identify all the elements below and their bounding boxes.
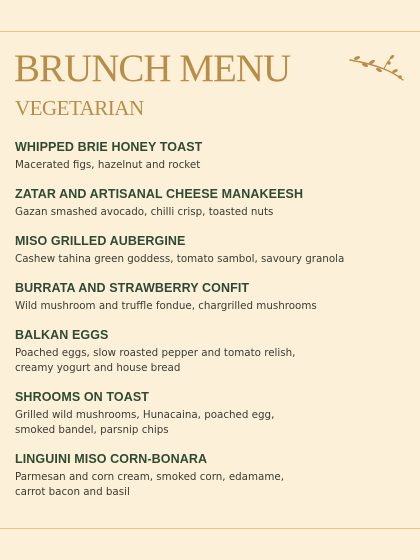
menu-item-description: Macerated figs, hazelnut and rocket xyxy=(15,159,201,171)
menu-item xyxy=(15,280,410,314)
menu-item-name: BALKAN EGGS xyxy=(15,328,109,342)
menu-item-description: Parmesan and corn cream, smoked corn, edamame, carrot bacon and basil xyxy=(15,471,284,498)
bottom-divider xyxy=(0,528,420,529)
menu-item-name: SHROOMS ON TOAST xyxy=(15,390,150,404)
menu-item xyxy=(15,451,410,500)
menu-item-name: BURRATA AND STRAWBERRY CONFIT xyxy=(15,281,250,295)
leafy-sprig-icon xyxy=(348,52,406,82)
menu-item xyxy=(15,233,410,267)
menu-item-description: Grilled wild mushrooms, Hunacaina, poached egg, smoked bandel, parsnip chips xyxy=(15,409,275,436)
menu-item-description: Gazan smashed avocado, chilli crisp, toasted nuts xyxy=(15,206,274,218)
menu-item-name: LINGUINI MISO CORN-BONARA xyxy=(15,452,208,466)
menu-item-name: WHIPPED BRIE HONEY TOAST xyxy=(15,140,203,154)
page-title: BRUNCH MENU xyxy=(14,47,291,90)
top-divider xyxy=(0,31,420,32)
menu-item-name: ZATAR AND ARTISANAL CHEESE MANAKEESH xyxy=(15,187,304,201)
menu-item-description: Cashew tahina green goddess, tomato sambol, savoury granola xyxy=(15,253,345,265)
menu-item xyxy=(15,327,410,376)
menu-item xyxy=(15,389,410,438)
menu-item xyxy=(15,186,410,220)
menu-item-description: Wild mushroom and truffle fondue, chargrilled mushrooms xyxy=(15,300,317,312)
menu-item xyxy=(15,139,410,173)
menu-list xyxy=(15,139,410,513)
menu-subtitle: VEGETARIAN xyxy=(15,96,144,120)
menu-item-name: MISO GRILLED AUBERGINE xyxy=(15,234,186,248)
menu-item-description: Poached eggs, slow roasted pepper and tomato relish, creamy yogurt and house bread xyxy=(15,347,296,374)
